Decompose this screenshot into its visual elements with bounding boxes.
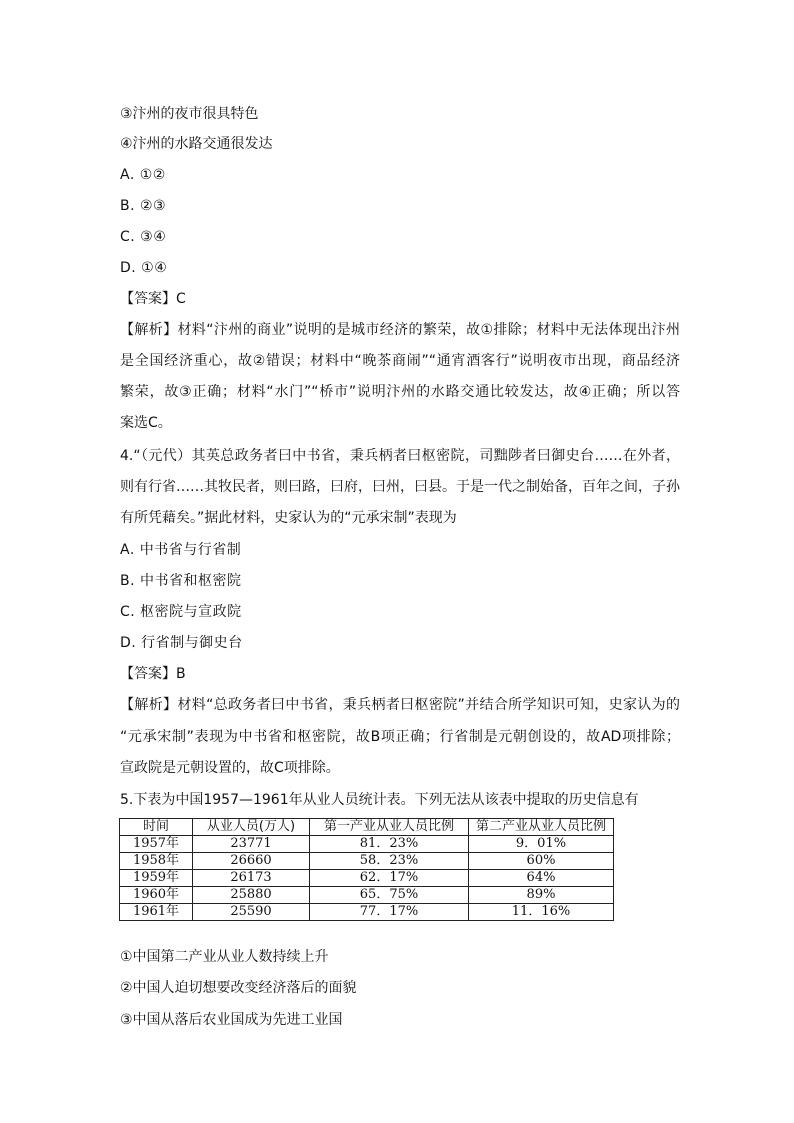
table-row — [120, 853, 614, 870]
q4-explanation-1: 【解析】材料“总政务者曰中书省，秉兵柄者曰枢密院”并结合所学知识可知，史家认为的 — [120, 697, 680, 713]
q4-stem-2: 则有行省……其牧民者，则曰路，曰府，曰州，曰县。于是一代之制始备，百年之间，子孙 — [120, 479, 680, 495]
cell-secondary: 60% — [469, 853, 614, 870]
q4-explanation-2: “元承宋制”表现为中书省和枢密院，故B项正确；行省制是元朝创设的，故AD项排除； — [120, 729, 680, 745]
table-header-row — [120, 819, 614, 836]
cell-employed: 25590 — [193, 904, 310, 921]
cell-secondary: 64% — [469, 870, 614, 887]
q5-stem: 5.下表为中国1957—1961年从业人员统计表。下列无法从该表中提取的历史信息有 — [120, 792, 639, 808]
cell-employed: 25880 — [193, 887, 310, 904]
q3-choice-c: C. ③④ — [120, 229, 167, 245]
q4-choice-d: D. 行省制与御史台 — [120, 635, 243, 651]
line-option-3: ③汴州的夜市很具特色 — [120, 106, 259, 122]
q5-statement-3: ③中国从落后农业国成为先进工业国 — [120, 1012, 343, 1028]
cell-year: 1961年 — [120, 904, 193, 921]
q3-explanation-1: 【解析】材料“汴州的商业”说明的是城市经济的繁荣，故①排除；材料中无法体现出汴州 — [120, 322, 680, 338]
cell-primary: 58．23% — [310, 853, 469, 870]
table-row — [120, 870, 614, 887]
q4-explanation-3: 宣政院是元朝设置的，故C项排除。 — [120, 760, 340, 776]
line-option-4: ④汴州的水路交通很发达 — [120, 136, 273, 152]
q4-choice-b: B. 中书省和枢密院 — [120, 573, 242, 589]
q4-stem-3: 有所凭藉矣。”据此材料，史家认为的“元承宋制”表现为 — [120, 510, 457, 526]
q5-statement-2: ②中国人迫切想要改变经济落后的面貌 — [120, 980, 357, 996]
q5-statement-1: ①中国第二产业从业人数持续上升 — [120, 949, 329, 965]
cell-year: 1958年 — [120, 853, 193, 870]
q3-answer: 【答案】C — [120, 291, 186, 307]
cell-secondary: 89% — [469, 887, 614, 904]
q4-choice-a: A. 中书省与行省制 — [120, 542, 242, 558]
cell-year: 1959年 — [120, 870, 193, 887]
cell-year: 1957年 — [120, 836, 193, 853]
cell-primary: 65．75% — [310, 887, 469, 904]
q3-choice-a: A. ①② — [120, 167, 166, 183]
cell-secondary: 11．16% — [469, 904, 614, 921]
q3-explanation-4: 案选C。 — [120, 415, 172, 431]
cell-secondary: 9．01% — [469, 836, 614, 853]
header-primary-ratio: 第一产业从业人员比例 — [310, 819, 469, 836]
cell-primary: 81．23% — [310, 836, 469, 853]
q4-choice-c: C. 枢密院与宣政院 — [120, 604, 242, 620]
cell-employed: 23771 — [193, 836, 310, 853]
employment-stats-table — [119, 818, 614, 921]
table-row — [120, 904, 614, 921]
q4-answer: 【答案】B — [120, 666, 186, 682]
q3-explanation-2: 是全国经济重心，故②错误；材料中“晚茶商闹”“通宵酒客行”说明夜市出现，商品经济 — [120, 353, 680, 369]
header-employed: 从业人员(万人) — [193, 819, 310, 836]
table-row — [120, 836, 614, 853]
cell-primary: 77．17% — [310, 904, 469, 921]
table-row — [120, 887, 614, 904]
q3-explanation-3: 繁荣，故③正确；材料“水门”“桥市”说明汴州的水路交通比较发达，故④正确；所以答 — [120, 384, 680, 400]
q3-choice-b: B. ②③ — [120, 198, 167, 214]
header-secondary-ratio: 第二产业从业人员比例 — [469, 819, 614, 836]
q4-stem-1: 4.“（元代）其英总政务者曰中书省，秉兵柄者曰枢密院，司黜陟者曰御史台……在外者， — [120, 448, 680, 464]
cell-employed: 26660 — [193, 853, 310, 870]
cell-employed: 26173 — [193, 870, 310, 887]
header-year: 时间 — [120, 819, 193, 836]
q3-choice-d: D. ①④ — [120, 260, 168, 276]
cell-year: 1960年 — [120, 887, 193, 904]
cell-primary: 62．17% — [310, 870, 469, 887]
